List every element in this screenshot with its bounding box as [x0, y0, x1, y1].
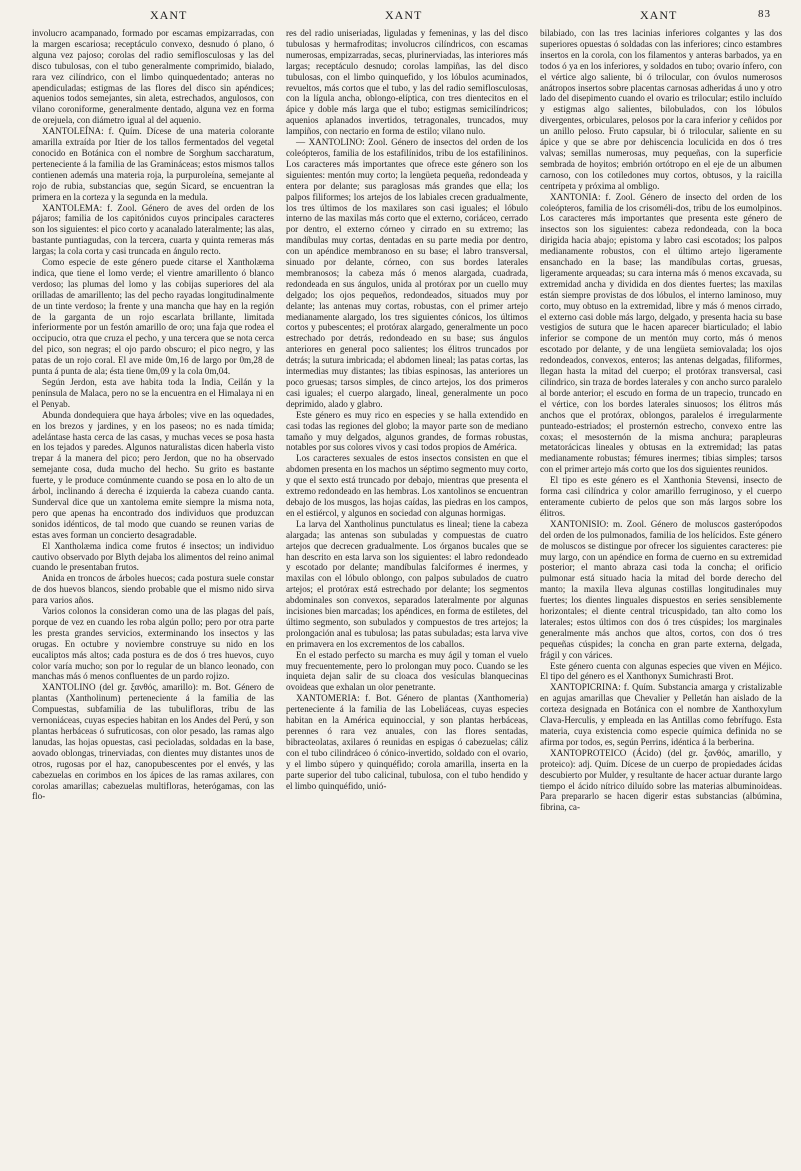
paragraph: Este género cuenta con algunas especies que viven en Méjico. El tipo del género es el Xanthonyx Sumichrasti Brot. [540, 660, 782, 682]
paragraph: Este género es muy rico en especies y se halla extendido en casi todas las regiones del globo; la mayor parte son de mediano tamaño y muy delgados, algunos grandes, de formas robustas, notables por sus colores vivos y casi todos propios de América. [286, 409, 528, 453]
column-left [32, 28, 274, 1164]
paragraph: XANTOLEMA: f. Zool. Género de aves del orden de los pájaros; familia de los capitónidos cuyos principales caracteres son los siguientes: el pico corto y acanalado lateralmente; las alas, bastante puntiagudas, con la tercera, cuarta y quinta remeras más largas; la cola corta y casi truncada en ángulo recto. [32, 202, 274, 257]
paragraph: El tipo es este género es el Xanthonia Stevensi, insecto de forma casi cilíndrica y color amarillo ferruginoso, y el cuerpo enteramente cubierto de pelos que son más largos sobre los élitros. [540, 475, 782, 518]
paragraph: Los caracteres sexuales de estos insectos consisten en que el abdomen presenta en los machos un séptimo segmento muy corto, y que el sexto está truncado por debajo, mientras que presenta el extremo redondeado en las hembras. Los xantolinos se encuentran debajo de los musgos, las hojas caídas, las piedras en los campos, en el estiércol, y algunos en sociedad con algunas hormigas. [286, 453, 528, 518]
paragraph: res del radio uniseriadas, liguladas y femeninas, y las del disco tubulosas y hermafroditas; involucros cilíndricos, con escamas numerosas, empizarradas, secas, plurinerviadas, las interiores más largas; receptáculo desnudo; corolas lampiñas, las del disco tubulosas, con el limbo quinquefido, y los lóbulos acuminados, revueltos, más cortos que el tubo, y las del radio semiflosculosas, con la lígula ancha, oblongo-elíptica, con tres dientecitos en el ápice y doble más larga que el tubo; estigmas semicilíndricos; aquenios aplanados invertidos, tetragonales, truncados, muy lampiños, con nectario en forma de estilo; vilano nulo. [286, 28, 528, 137]
running-head-center: XANT [385, 8, 423, 22]
column-right [540, 28, 782, 1164]
paragraph: Varios colonos la consideran como una de las plagas del país, porque de vez en cuando les roba algún pollo; pero por otra parte les presta grandes servicios, exterminando los insectos y las orugas. En octubre y noviembre construye su nido en los eucaliptos más altos; cada postura es de dos ó tres huevos, cuyo color varía mucho; son por lo regular de un blanco leonado, con manchas más ó menos confluentes de un pardo rojizo. [32, 606, 274, 682]
paragraph: Anida en troncos de árboles huecos; cada postura suele constar de dos huevos blancos, siendo probable que el mismo nido sirva para varios años. [32, 573, 274, 606]
paragraph: bilabiado, con las tres lacinias inferiores colgantes y las dos superiores opuestas ó soldadas con las inferiores; cinco estambres insertos en la corola, con los filamentos y anteras barbados, ya en todos ó ya en los inferiores, y soldados en tubo; ovario ínfero, con el vértice algo saliente, bi ó trilocular, con óvulos numerosos anátropos insertos sobre placentas carnosas adheridas á uno y otro lado del disepimento cuando el ovario es trilocular; estilo incluído y estigmas algo salientes, bilobulados, con los lóbulos divergentes, orbiculares, pelosos por la cara inferior y ceñidos por un anillo peloso. Fruto capsular, bi ó trilocular, saliente en su ápice y que se abre por dehiscencia loculicida en dos ó tres valvas; semillas numerosas, muy pequeñas, con la superficie sembrada de hoyitos; embrión ortótropo en el eje de un albumen carnoso, con los cotiledones muy cortos, obtusos, y la raicilla centrípeta y próxima al ombligo. [540, 28, 782, 191]
column-middle [286, 28, 528, 1164]
paragraph: Como especie de este género puede citarse el Xantholæma indica, que tiene el lomo verde; el vientre amarillento ó blanco verdoso; las plumas del lomo y las cobijas superiores del ala orilladas de amarillento; las del pecho rayadas longitudinalmente de un tinte verdoso; la frente y una mancha que hay en la región de la garganta de un rojo escarlata brillante, limitada inferiormente por un festón amarillo de oro; una faja que rodea el occipucio, otra que cruza el pecho, y una tercera que se nota cerca del pico, son negras; el ojo pardo obscuro; el pico negro, y las patas de un rojo coral. El ave mide 0m,16 de largo por 0m,28 de punta á punta de ala; ésta tiene 0m,09 y la cola 0m,04. [32, 257, 274, 377]
paragraph: XANTONIA: f. Zool. Género de insecto del orden de los coleópteros, familia de los crisoméli-dos, tribu de los eumolpinos. Los caracteres más importantes que presenta este género de insectos son los siguientes: cabeza redondeada, con la boca dirigida hacia abajo; epistoma y labro casi escotados; los palpos medianamente robustos, con el último artejo ligeramente ensanchado en la base; las mandíbulas cortas, gruesas, ligeramente arqueadas; su cara interna más ó menos excavada, su extremidad ancha y dividida en dos dientes fuertes; las maxilas están siempre provistas de dos lóbulos, el interno laminoso, muy corto, muy obtuso en la extremidad, libre y más ó menos cirrado, el externo casi doble más largo, delgado, y presenta hacia su base vestigios de sutura que le hacen aparecer biarticulado; el labio inferior se compone de un mentón muy corto, más ó menos escotado por delante, y de una lengüeta semiovalada; los ojos redondeados, convexos, enteros; las antenas delgadas, filiformes, llegan hasta la mitad del cuerpo; el protórax transversal, casi cilíndrico, sin traza de bordes laterales y con ancho surco paralelo al borde anterior; el escudo en forma de un trapecio, truncado en el vértice, con los bordes laterales sinuosos; los élitros más anchos que el protórax, oblongos, paralelos é irregularmente punteado-estriados; el prosternón estrecho, convexo entre las coxas; el mesosternón de la misma anchura; parapleuras metatorácicas lineales y obtusas en la extremidad; las patas medianamente robustas; fémures inermes; tibias simples; tarsos con el primer artejo más corto que los dos siguientes reunidos. [540, 191, 782, 475]
paragraph: Abunda dondequiera que haya árboles; vive en las oquedades, en los brezos y jardines, y en los paseos; no es nada tímida; adelántase hasta cerca de las casas, y muchas veces se posa hasta en los tejados y paredes. Algunos naturalistas dicen haberla visto trepar á la manera del pico; pero Jerdon, que no ha observado semejante cosa, duda mucho del hecho. Su grito es bastante fuerte, y le produce comúnmente cuando se posa en lo alto de un árbol, inclinando á derecha é izquierda la cabeza cuando canta. Sunderval dice que un xantolema emite siempre la misma nota, pero que apenas ha encontrado dos individuos que produzcan sonidos idénticos, de tal modo que cuando se reunen varias de estas aves forman un concierto desagradable. [32, 409, 274, 540]
paragraph: La larva del Xantholinus punctulatus es lineal; tiene la cabeza alargada; las antenas son subuladas y compuestas de cuatro artejos que decrecen gradualmente. Los órganos bucales que se han descrito en esta larva son los siguientes: el labro redondeado y escotado por delante; mandíbulas falciformes é inermes, y maxilas con el lóbulo oblongo, con palpos subulados de cuatro artejos; el protórax está estrechado por delante; los segmentos abdominales son convexos, separados lateralmente por algunas incisiones bien marcadas; los apéndices, en forma de estiletes, del último segmento, son subulados y compuestos de tres artejos; la prolongación anal es tubulosa; las patas subuladas; esta larva vive en primavera en los excrementos de los caballos. [286, 518, 528, 649]
paragraph: XANTOMERIA: f. Bot. Género de plantas (Xanthomeria) perteneciente á la familia de las Lobeliáceas, cuyas especies habitan en la América equinoccial, y son plantas herbáceas, perennes ó rara vez anuales, con las flores sentadas, bibracteolatas, axilares ó reunidas en espigas ó cabezuelas; cáliz con el tubo cilindráceo ó cónico-invertido, soldado con el ovario, y el limbo súpero y quinquéfido; corola amarilla, inserta en la parte superior del tubo calicinal, tubulosa, con el tubo hendido y el limbo quinquéfido, unió- [286, 693, 528, 791]
paragraph: XANTOPICRINA: f. Quím. Substancia amarga y cristalizable en agujas amarillas que Chevalier y Pelletán han aislado de la corteza designada en Botánica con el nombre de Xanthoxylum Clava-Herculis, y empleada en las Antillas como febrífugo. Esta materia, cuya existencia como especie química definida no se afirma por todos, es, según Perrins, idéntica á la berberina. [540, 682, 782, 747]
paragraph: XANTOLINO (del gr. ξανθός, amarillo): m. Bot. Género de plantas (Xantholinum) perteneciente á la familia de las Compuestas, subfamilia de las tubulifloras, tribu de las vernoniáceas, cuyas especies habitan en los Andes del Perú, y son plantas herbáceas ó sufruticosas, con olor pesado, las ramas algo lanudas, las hojas opuestas, casi pecioladas, soldadas en la base, aovado oblongas, trinerviadas, con dientes muy distantes unos de otros, rugosas por el haz, canopubescentes por el envés, y las cabezuelas en corimbos en los ápices de las ramas axilares, con corolas amarillas; cabezuelas multifloras, heterógamas, con las flo- [32, 682, 274, 802]
paragraph: Según Jerdon, esta ave habita toda la India, Ceilán y la península de Malaca, pero no se la encuentra en el Himalaya ni en el Penyab. [32, 377, 274, 409]
paragraph: En el estado perfecto su marcha es muy ágil y toman el vuelo muy frecuentemente, pero lo prolongan muy poco. Cuando se les inquieta dejan salir de su cloaca dos vesículas blanquecinas ovoideas que exhalan un olor penetrante. [286, 649, 528, 693]
paragraph: XANTOPROTEICO (Ácido) (del gr. ξανθός, amarillo, y proteico): adj. Quím. Dícese de un cuerpo de propiedades ácidas descubierto por Mulder, y resultante de hacer actuar durante largo tiempo el ácido nítrico diluído sobre las materias albuminoideas. Para prepararlo se hacen digerir estas substancias (albúmina, fibrina, ca- [540, 747, 782, 813]
paragraph: XANTONISIO: m. Zool. Género de moluscos gasterópodos del orden de los pulmonados, familia de los helícidos. Este género de moluscos se distingue por ofrecer los siguientes caracteres: pie muy largo, con un apéndice en forma de cuerno en su extremidad posterior; el manto abraza casi toda la concha; el orificio pulmonar está situado hacia la mitad del borde derecho del manto; la maxila lleva algunas costillas longitudinales muy fuertes; los dientes linguales dispuestos en series sensiblemente horizontales; el diente central tricuspidado, tan alto como los laterales; estos últimos con dos ó tres cúspides; los marginales generalmente más anchos que altos, cortos, con dos ó tres pequeñas cúspides; la concha en gran parte externa, delgada, frágil y con várices. [540, 518, 782, 660]
running-head-left: XANT [150, 8, 188, 22]
running-head-right: XANT [640, 8, 678, 22]
page-number: 83 [758, 8, 771, 20]
paragraph: El Xantholæma indica come frutos é insectos; un individuo cautivo observado por Blyth dejaba los alimentos del reino animal cuando le presentaban frutos. [32, 540, 274, 573]
page-header [0, 0, 801, 26]
text-columns [32, 28, 782, 1164]
paragraph: — XANTOLINO: Zool. Género de insectos del orden de los coleópteros, familia de los estafilínidos, tribu de los estafilininos. Los caracteres más importantes que ofrece este género son los siguientes: mentón muy corto; la lengüeta pequeña, redondeada y entera por delante; sus paraglosas más grandes que ella; los palpos filiformes; los artejos de los labiales crecen gradualmente, los tres últimos de los maxilares son casi iguales; el lóbulo interno de las maxilas más corto que el externo, coriáceo, cerrado por dentro, el externo córneo y cirrado en su extremo; las mandíbulas muy cortas, dentadas en su parte media por dentro, con un apéndice membranoso en su base; el labro transversal, sinuado por delante, córneo, con sus bordes laterales membranosos; la cabeza más ó menos alargada, cuadrada, redondeada en sus ángulos, unida al protórax por un cuello muy delgado; los ojos pequeños, redondeados, situados muy por delante; las antenas muy cortas, robustas, con el primer artejo medianamente alargado, los tres siguientes cónicos, los últimos cortos y pubescentes; el protórax alargado, generalmente un poco estrechado por detrás, redondeado en su base; sus ángulos anteriores en general poco salientes; los élitros truncados por detrás; la sutura imbricada; el abdomen lineal; las patas cortas, las intermedias muy distantes; las tibias espinosas, las anteriores un poco gruesas; tarsos simples, de cinco artejos, los dos primeros casi iguales; el cuerpo alargado, lineal, generalmente un poco deprimido, alado y glabro. [286, 137, 528, 409]
paragraph: XANTOLEÍNA: f. Quím. Dícese de una materia colorante amarilla extraída por Itier de los tallos fermentados del vegetal conocido en Botánica con el nombre de Sorghum saccharatum, perteneciente á la familia de las Gramináceas; estos mismos tallos contienen además una materia roja, la purpuroleína, semejante al rojo de rubia, substancias que, según Sicard, se encuentran la primera en la corteza y la segunda en la medula. [32, 126, 274, 202]
paragraph: involucro acampanado, formado por escamas empizarradas, con la margen escariosa; receptáculo convexo, desnudo ó plano, ó alguna vez pajoso; corolas del radio semiflosculosas y las del disco tubulosas, con el tubo generalmente comprimido, bialado, rara vez cilíndrico, con el limbo quinquedentado; anteras no apendiculadas; estigmas de las flores del disco sin apéndices; aquenios todos semejantes, sin aleta, estrechados, angulosos, con vilano coroniforme, generalmente dentado, alguna vez en forma de orejuela, con diámetro igual al del aquenio. [32, 28, 274, 126]
